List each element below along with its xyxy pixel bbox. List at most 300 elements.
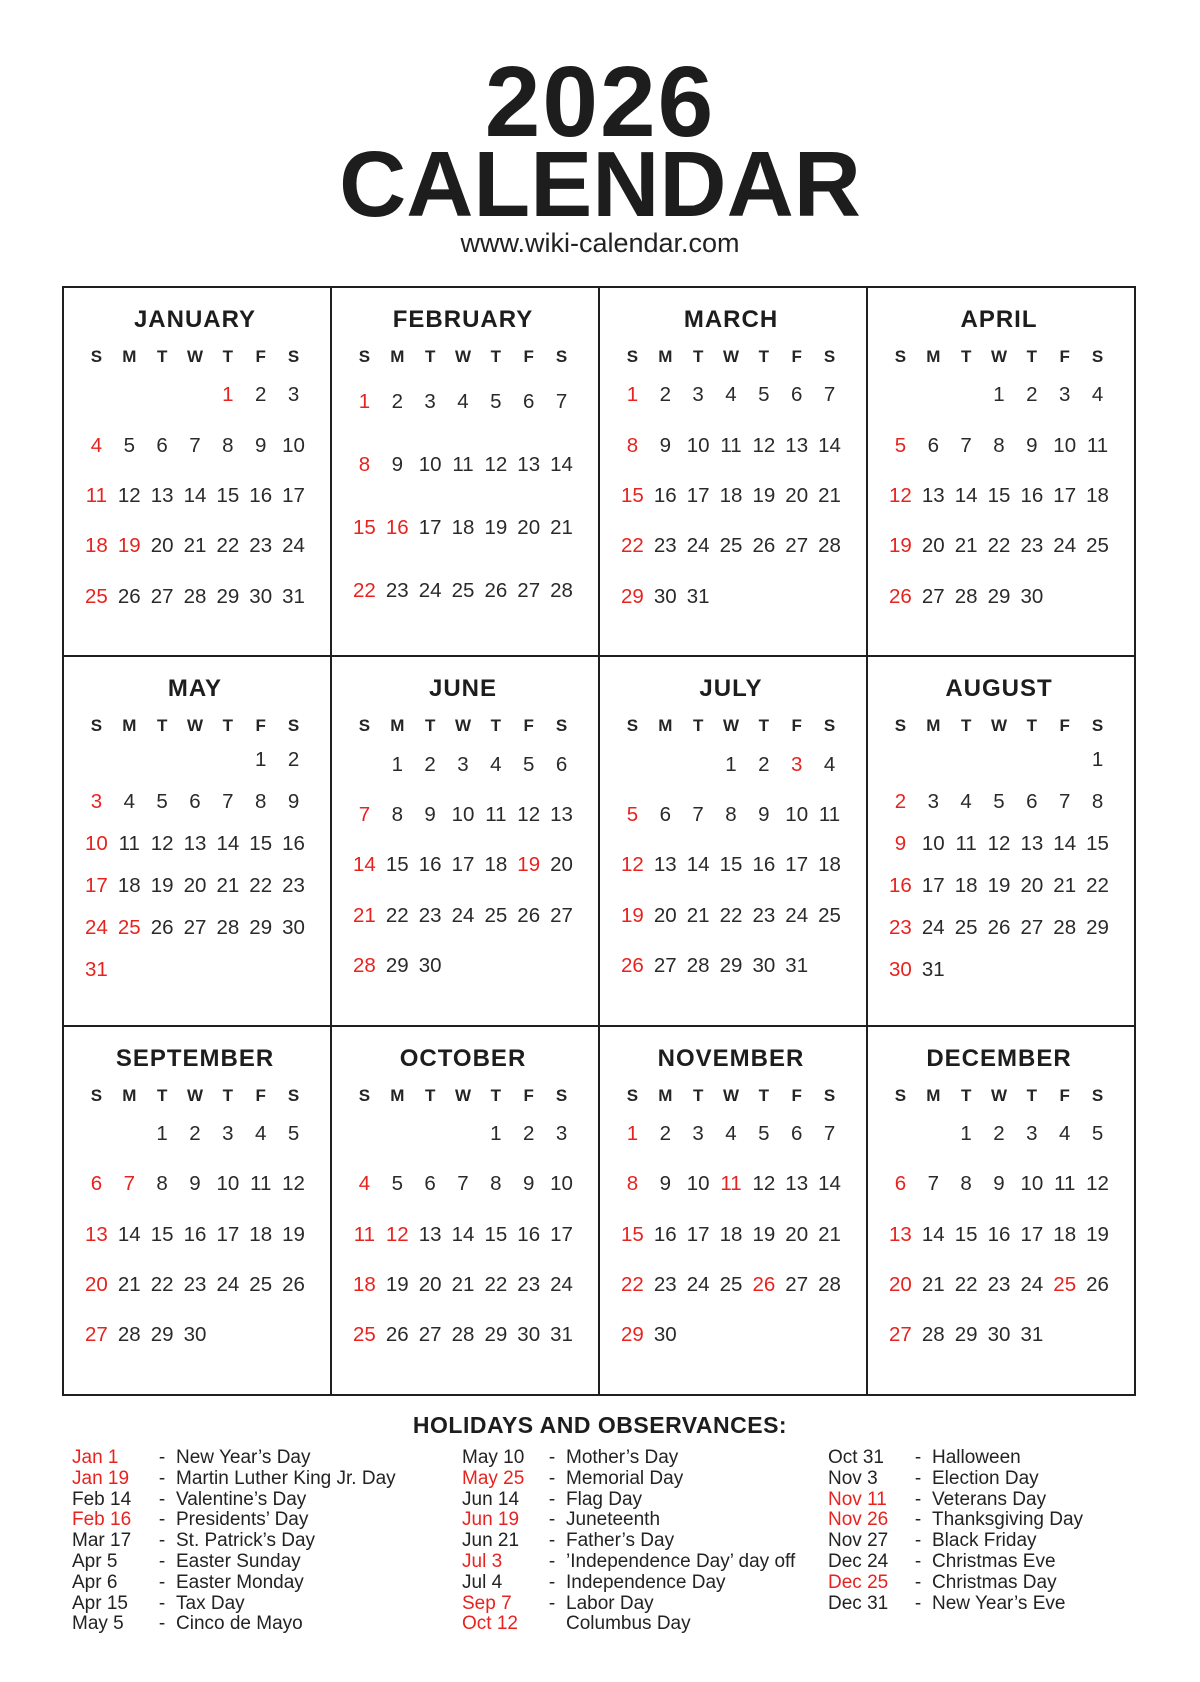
weekday-label: T [424, 347, 436, 366]
holiday-separator [538, 1614, 566, 1635]
date-cell: 18 [451, 515, 475, 539]
date-cell [1081, 585, 1114, 609]
date-cell: 30 [889, 958, 912, 982]
date-cell: 18 [1053, 1222, 1077, 1246]
weekday-label: W [454, 716, 472, 736]
date-cell: 6 [90, 1172, 103, 1196]
date-cell: 7 [123, 1172, 135, 1196]
date-cell [649, 753, 682, 777]
date-cell: 3 [424, 389, 436, 413]
weekday-label: W [454, 1085, 472, 1105]
week-row [348, 803, 578, 827]
date-cell: 1 [626, 1121, 639, 1145]
date-cell: 20 [517, 515, 541, 539]
month-cell [599, 1026, 867, 1395]
holiday-separator: - [914, 1571, 922, 1593]
weekday-label: S [823, 347, 836, 366]
date-cell: 31 [921, 958, 945, 982]
date-cell: 27 [85, 1323, 108, 1347]
holiday-name: Father’s Day [566, 1530, 675, 1552]
weekday-label: M [122, 1085, 137, 1105]
date-cell: 14 [818, 433, 841, 457]
holiday-date: Sep 7 [462, 1592, 512, 1614]
date-cell [146, 383, 179, 407]
month-title: MARCH [683, 306, 779, 333]
weekday-label: F [255, 716, 266, 736]
month-cell [867, 1026, 1135, 1395]
holiday-date: Apr 5 [72, 1550, 118, 1572]
weekday-label: M [926, 1085, 941, 1105]
date-cell: 14 [451, 1222, 475, 1246]
date-cell: 18 [1086, 483, 1109, 507]
date-cell: 13 [785, 1172, 809, 1196]
holiday-separator: - [158, 1592, 166, 1614]
date-cell [884, 383, 917, 407]
date-cell: 17 [85, 874, 108, 898]
holiday-name: Martin Luther King Jr. Day [176, 1467, 396, 1489]
month-title: AUGUST [945, 675, 1053, 703]
date-cell: 15 [353, 515, 376, 539]
week-row [616, 1323, 846, 1347]
holiday-name: Easter Monday [176, 1571, 304, 1593]
week-row [80, 434, 310, 458]
weekday-label: T [490, 716, 502, 736]
date-cell: 5 [156, 790, 168, 814]
holiday-name: Cinco de Mayo [176, 1613, 303, 1635]
date-cell: 11 [1054, 1172, 1076, 1196]
weekday-header-row [616, 346, 846, 368]
date-cell: 13 [183, 832, 207, 856]
holiday-date: Nov 3 [828, 1467, 878, 1489]
date-cell: 24 [451, 903, 475, 927]
weekday-label: S [90, 716, 103, 736]
date-cell [146, 958, 179, 982]
month-cell [63, 287, 331, 656]
week-row [616, 853, 846, 877]
date-cell [1048, 748, 1081, 772]
date-cell: 27 [653, 954, 677, 978]
date-cell: 11 [452, 452, 474, 476]
date-cell: 12 [889, 483, 912, 507]
weekday-label: S [1091, 347, 1104, 366]
weekday-label: W [990, 1085, 1008, 1105]
date-cell: 5 [287, 1121, 300, 1145]
week-row [80, 585, 310, 609]
holiday-date: Mar 17 [72, 1530, 132, 1552]
date-cell: 26 [484, 578, 508, 602]
date-cell: 3 [90, 790, 103, 814]
week-row [616, 954, 846, 978]
weekday-label: T [222, 1085, 234, 1105]
month-cell [331, 656, 599, 1025]
date-cell [512, 954, 545, 978]
holiday-separator: - [914, 1592, 922, 1614]
weekday-label: F [791, 347, 802, 366]
date-cell: 20 [889, 1273, 912, 1297]
week-row [884, 832, 1114, 856]
date-cell: 15 [249, 832, 273, 856]
date-cell: 22 [249, 874, 273, 898]
date-cell: 12 [150, 832, 174, 856]
holiday-date: May 25 [462, 1467, 525, 1489]
date-cell [113, 958, 146, 982]
week-row [348, 1223, 578, 1247]
date-cell: 17 [216, 1222, 240, 1246]
date-cell: 10 [1053, 433, 1077, 457]
weeks [80, 1109, 310, 1361]
date-cell: 16 [1020, 483, 1044, 507]
date-cell: 14 [183, 483, 207, 507]
date-cell: 4 [457, 389, 469, 413]
date-cell [950, 958, 983, 982]
week-row [80, 534, 310, 558]
month-title: MAY [167, 675, 223, 703]
date-cell: 22 [150, 1273, 174, 1297]
holiday-date: Nov 26 [828, 1509, 889, 1531]
week-row [616, 383, 846, 407]
date-cell: 11 [955, 832, 977, 856]
date-cell: 7 [1059, 790, 1071, 814]
holiday-separator: - [914, 1447, 922, 1468]
date-cell: 16 [385, 515, 409, 539]
date-cell: 24 [1020, 1273, 1044, 1297]
date-cell: 10 [85, 832, 108, 856]
date-cell: 9 [894, 832, 907, 856]
date-cell: 19 [1086, 1222, 1109, 1246]
date-cell: 1 [725, 752, 737, 776]
date-cell: 4 [1091, 383, 1104, 407]
date-cell: 22 [954, 1273, 978, 1297]
date-cell: 19 [752, 1222, 776, 1246]
date-cell: 5 [1091, 1121, 1104, 1145]
date-cell: 23 [653, 1273, 677, 1297]
date-cell: 18 [954, 874, 978, 898]
holiday-name: Columbus Day [566, 1613, 691, 1635]
week-row [80, 790, 310, 814]
weeks [884, 370, 1114, 622]
weekday-label: F [1059, 347, 1070, 366]
date-cell: 7 [823, 383, 836, 407]
weekday-label: T [1026, 716, 1038, 736]
holiday-separator: - [914, 1488, 922, 1510]
month-cell [331, 1026, 599, 1395]
date-cell: 3 [555, 1121, 568, 1145]
date-cell: 3 [1026, 1121, 1038, 1145]
date-cell: 29 [249, 916, 273, 940]
date-cell: 16 [517, 1222, 541, 1246]
date-cell: 10 [451, 802, 475, 826]
date-cell: 29 [621, 584, 644, 608]
month-title: FEBRUARY [392, 306, 534, 333]
date-cell: 9 [659, 433, 671, 457]
date-cell: 8 [960, 1172, 972, 1196]
date-cell: 3 [287, 383, 300, 407]
date-cell: 25 [719, 1273, 743, 1297]
date-cell [813, 585, 846, 609]
date-cell: 11 [353, 1222, 376, 1246]
date-cell: 20 [1020, 874, 1044, 898]
date-cell: 31 [550, 1323, 573, 1347]
date-cell: 7 [457, 1172, 469, 1196]
date-cell [950, 383, 983, 407]
date-cell: 1 [993, 383, 1005, 407]
date-cell: 2 [424, 752, 436, 776]
weekday-label: F [523, 716, 534, 736]
date-cell: 12 [1086, 1172, 1109, 1196]
date-cell: 4 [358, 1172, 371, 1196]
date-cell: 10 [216, 1172, 240, 1196]
date-cell: 4 [255, 1121, 267, 1145]
date-cell: 13 [85, 1222, 108, 1246]
date-cell: 19 [889, 534, 912, 558]
weekday-label: W [454, 347, 472, 366]
date-cell: 15 [385, 853, 409, 877]
date-cell: 4 [823, 752, 836, 776]
date-cell: 26 [282, 1273, 305, 1297]
date-cell: 31 [686, 584, 710, 608]
date-cell: 17 [550, 1222, 573, 1246]
date-cell: 9 [287, 790, 300, 814]
date-cell: 12 [385, 1222, 409, 1246]
holiday-name: Thanksgiving Day [932, 1509, 1084, 1531]
date-cell: 19 [385, 1273, 409, 1297]
date-cell: 21 [216, 874, 240, 898]
date-cell [80, 1122, 113, 1146]
date-cell: 29 [216, 584, 240, 608]
date-cell: 16 [752, 853, 776, 877]
date-cell: 29 [484, 1323, 508, 1347]
holiday-separator: - [548, 1467, 556, 1489]
weekday-label: T [758, 1085, 770, 1105]
date-cell [1081, 1323, 1114, 1347]
date-cell: 13 [921, 483, 945, 507]
date-cell: 6 [156, 433, 168, 457]
holiday-name: Mother’s Day [566, 1447, 679, 1468]
date-cell: 11 [720, 1172, 742, 1196]
week-row [348, 1273, 578, 1297]
date-cell: 15 [621, 1222, 644, 1246]
date-cell: 18 [818, 853, 841, 877]
week-row [348, 390, 578, 414]
date-cell [113, 383, 146, 407]
date-cell [447, 1122, 480, 1146]
weekday-label: S [894, 347, 907, 366]
date-cell: 5 [626, 802, 639, 826]
date-cell: 19 [117, 534, 141, 558]
weekday-label: S [555, 347, 568, 366]
date-cell: 29 [987, 584, 1011, 608]
date-cell: 5 [490, 389, 502, 413]
date-cell: 14 [921, 1222, 945, 1246]
date-cell: 2 [758, 752, 770, 776]
week-row [348, 954, 578, 978]
date-cell: 15 [954, 1222, 978, 1246]
date-cell: 2 [287, 748, 300, 772]
holiday-date: Jul 4 [462, 1571, 503, 1593]
date-cell: 9 [255, 433, 267, 457]
date-cell: 25 [249, 1273, 273, 1297]
holiday-separator: - [548, 1530, 556, 1552]
holiday-date: Jun 14 [462, 1488, 520, 1510]
date-cell: 3 [692, 1121, 704, 1145]
date-cell [113, 748, 146, 772]
date-cell: 31 [85, 958, 108, 982]
date-cell: 20 [653, 903, 677, 927]
weeks [348, 1109, 578, 1361]
date-cell: 20 [150, 534, 174, 558]
date-cell: 12 [517, 802, 541, 826]
date-cell: 17 [785, 853, 809, 877]
date-cell: 5 [758, 1121, 770, 1145]
date-cell: 19 [150, 874, 174, 898]
date-cell [1048, 585, 1081, 609]
date-cell: 9 [993, 1172, 1005, 1196]
date-cell: 4 [90, 433, 103, 457]
date-cell: 25 [1053, 1273, 1077, 1297]
holiday-name: Valentine’s Day [176, 1488, 307, 1510]
date-cell: 9 [1026, 433, 1038, 457]
date-cell: 17 [1020, 1222, 1044, 1246]
week-row [616, 434, 846, 458]
date-cell: 25 [1086, 534, 1109, 558]
date-cell: 6 [555, 752, 568, 776]
weekday-label: T [156, 716, 168, 736]
weeks [884, 739, 1114, 991]
date-cell: 21 [954, 534, 978, 558]
date-cell: 10 [418, 452, 442, 476]
date-cell: 19 [484, 515, 508, 539]
date-cell: 17 [686, 1222, 710, 1246]
date-cell: 22 [621, 1273, 644, 1297]
date-cell: 5 [894, 433, 907, 457]
date-cell: 6 [791, 383, 803, 407]
date-cell [780, 585, 813, 609]
weekday-label: T [692, 716, 704, 736]
date-cell: 2 [993, 1121, 1005, 1145]
week-row [80, 1223, 310, 1247]
date-cell: 29 [719, 954, 743, 978]
date-cell: 30 [1020, 584, 1044, 608]
date-cell: 29 [385, 954, 409, 978]
week-row [616, 904, 846, 928]
weekday-label: M [122, 347, 137, 366]
holiday-date: Nov 11 [828, 1488, 887, 1510]
date-cell: 28 [1053, 916, 1077, 940]
date-cell: 6 [1026, 790, 1038, 814]
date-cell: 8 [391, 802, 403, 826]
date-cell [917, 748, 950, 772]
date-cell: 19 [621, 903, 644, 927]
weekday-label: T [490, 347, 502, 366]
week-row [80, 1323, 310, 1347]
date-cell [244, 1323, 277, 1347]
date-cell: 1 [222, 383, 234, 407]
month-cell [331, 287, 599, 656]
date-cell: 26 [385, 1323, 409, 1347]
date-cell: 28 [550, 578, 573, 602]
date-cell [179, 958, 212, 982]
date-cell [545, 954, 578, 978]
date-cell: 9 [523, 1172, 535, 1196]
holiday-name: St. Patrick’s Day [176, 1530, 316, 1552]
holiday-date: Feb 14 [72, 1488, 132, 1510]
weekday-label: T [692, 347, 704, 366]
date-cell: 7 [823, 1121, 836, 1145]
date-cell: 27 [785, 534, 809, 558]
date-cell [747, 585, 780, 609]
date-cell: 23 [889, 916, 912, 940]
holiday-separator: - [158, 1467, 166, 1489]
week-row [348, 904, 578, 928]
date-cell: 2 [659, 1121, 671, 1145]
date-cell: 13 [1020, 832, 1044, 856]
date-cell: 27 [785, 1273, 809, 1297]
date-cell: 8 [255, 790, 267, 814]
date-cell: 17 [686, 483, 710, 507]
date-cell: 12 [987, 832, 1011, 856]
date-cell [179, 748, 212, 772]
date-cell [715, 585, 748, 609]
date-cell [244, 958, 277, 982]
week-row [80, 958, 310, 982]
holiday-date: Oct 12 [462, 1613, 518, 1635]
date-cell [1048, 1323, 1081, 1347]
date-cell: 13 [517, 452, 541, 476]
date-cell [1048, 958, 1081, 982]
week-row [884, 916, 1114, 940]
date-cell [682, 753, 715, 777]
holiday-separator: - [914, 1509, 922, 1531]
holiday-date: Jan 1 [72, 1447, 119, 1468]
weeks [616, 739, 846, 991]
date-cell: 26 [1086, 1273, 1109, 1297]
date-cell: 15 [719, 853, 743, 877]
date-cell: 5 [123, 433, 135, 457]
date-cell: 7 [927, 1172, 939, 1196]
date-cell: 9 [424, 802, 436, 826]
date-cell: 3 [457, 752, 469, 776]
date-cell: 31 [1020, 1323, 1044, 1347]
week-row [884, 874, 1114, 898]
date-cell: 10 [785, 802, 809, 826]
date-cell: 26 [889, 584, 912, 608]
date-cell: 22 [484, 1273, 508, 1297]
weekday-label: T [222, 347, 234, 366]
date-cell [983, 958, 1016, 982]
date-cell: 14 [117, 1222, 141, 1246]
weeks [80, 370, 310, 622]
date-cell: 28 [686, 954, 710, 978]
weekday-label: T [758, 716, 770, 736]
date-cell [813, 954, 846, 978]
date-cell: 15 [621, 483, 644, 507]
date-cell: 17 [1053, 483, 1077, 507]
holiday-name: Labor Day [566, 1592, 654, 1614]
weekday-label: S [287, 347, 300, 366]
date-cell: 25 [484, 903, 508, 927]
date-cell: 7 [555, 389, 568, 413]
date-cell: 12 [282, 1172, 305, 1196]
date-cell: 8 [358, 452, 371, 476]
week-row [348, 1323, 578, 1347]
date-cell: 10 [550, 1172, 573, 1196]
holiday-column [828, 1448, 1148, 1614]
date-cell: 15 [1086, 832, 1109, 856]
weekday-label: W [186, 716, 204, 736]
weekday-label: F [1059, 716, 1070, 736]
date-cell: 22 [719, 903, 743, 927]
weekday-label: S [555, 1085, 568, 1105]
